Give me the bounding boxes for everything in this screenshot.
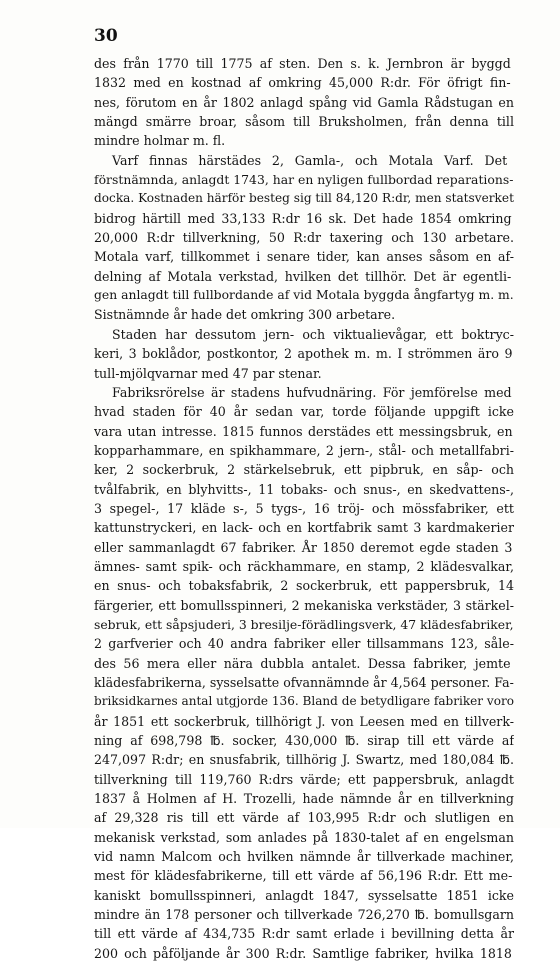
- text-line: Sistnämnde år hade det omkring 300 arbetare.: [94, 307, 396, 323]
- text-line: eller sammanlagdt 67 fabriker. År 1850 deremot egde staden 3: [94, 539, 513, 555]
- text-line: 200 och påföljande år 300 R:dr. Samtlige fabriker, hvilka 1818: [94, 945, 512, 961]
- text-line: en snus- och tobaksfabrik, 2 sockerbruk, ett pappersbruk, 14: [94, 578, 514, 594]
- text-line: vara utan intresse. 1815 funnos derstädes ett messingsbruk, en: [94, 423, 513, 439]
- text-line: Varf finnas härstädes 2, Gamla-, och Motala Varf. Det: [112, 152, 508, 168]
- text-line: delning af Motala verkstad, hvilken det tillhör. Det är egentli-: [94, 268, 512, 284]
- text-line: af 29,328 ris till ett värde af 103,995 R:dr och slutligen en: [94, 810, 514, 826]
- text-line: kaniskt bomullsspinneri, anlagdt 1847, sysselsatte 1851 icke: [94, 887, 514, 903]
- text-line: Fabriksrörelse är stadens hufvudnäring. För jemförelse med: [112, 384, 512, 400]
- text-line: bidrog härtill med 33,133 R:dr 16 sk. Det hade 1854 omkring: [94, 210, 512, 226]
- text-line: 1832 med en kostnad af omkring 45,000 R:dr. För öfrigt fin-: [94, 75, 511, 91]
- text-line: kopparhammare, en spikhammare, 2 jern-, stål- och metallfabri-: [94, 442, 514, 458]
- text-line: des 56 mera eller nära dubbla antalet. Dessa fabriker, jemte: [94, 655, 511, 671]
- text-line: 1837 å Holmen af H. Trozelli, hade nämnde år en tillverkning: [94, 791, 514, 807]
- text-line: 2 garfverier och 40 andra fabriker eller tillsammans 123, såle-: [94, 636, 514, 652]
- text-line: förstnämnda, anlagdt 1743, har en nyligen fullbordad reparations-: [94, 172, 514, 188]
- text-line: ker, 2 sockerbruk, 2 stärkelsebruk, ett pipbruk, en såp- och: [94, 462, 514, 478]
- text-line: mindre holmar m. fl.: [94, 133, 226, 149]
- text-line: mängd smärre broar, såsom till Bruksholmen, från denna till: [94, 114, 514, 130]
- text-line: vid namn Malcom och hvilken nämnde år tillverkade machiner,: [94, 849, 514, 865]
- text-line: tillverkning till 119,760 R:drs värde; ett pappersbruk, anlagdt: [94, 771, 514, 787]
- text-line: keri, 3 boklådor, postkontor, 2 apothek m. m. I strömmen äro 9: [94, 346, 513, 362]
- text-line: till ett värde af 434,735 R:dr samt erlade i bevillning detta år: [94, 926, 514, 942]
- page-number: 30: [94, 26, 118, 46]
- text-line: docka. Kostnaden härför besteg sig till 84,120 R:dr, men statsverket: [94, 191, 514, 206]
- text-line: 3 spegel-, 17 kläde s-, 5 tygs-, 16 tröj- och mössfabriker, ett: [94, 500, 514, 516]
- text-line: tull-mjölqvarnar med 47 par stenar.: [94, 365, 322, 381]
- text-line: gen anlagdt till fullbordande af vid Motala byggda ångfartyg m. m.: [94, 288, 514, 303]
- text-line: des från 1770 till 1775 af sten. Den s. k. Jernbron är byggd: [94, 56, 511, 71]
- text-line: briksidkarnes antal utgjorde 136. Bland de betydligare fabriker voro: [94, 694, 514, 709]
- text-line: nes, förutom en år 1802 anlagd spång vid Gamla Rådstugan en: [94, 94, 514, 110]
- text-line: mindre än 178 personer och tillverkade 726,270 ℔. bomullsgarn: [94, 907, 514, 923]
- text-line: ämnes- samt spik- och räckhammare, en stamp, 2 klädesvalkar,: [94, 558, 514, 574]
- text-line: kattunstryckeri, en lack- och en kortfabrik samt 3 kardmakerier: [94, 520, 514, 536]
- text-line: sebruk, ett såpsjuderi, 3 bresilje-förädlingsverk, 47 klädesfabriker,: [94, 616, 514, 632]
- text-line: Motala varf, tillkommet i senare tider, kan anses såsom en af-: [94, 249, 514, 265]
- text-line: mekanisk verkstad, som anlades på 1830-talet af en engelsman: [94, 829, 514, 845]
- text-line: 20,000 R:dr tillverkning, 50 R:dr taxering och 130 arbetare.: [94, 230, 514, 246]
- text-line: färgerier, ett bomullsspinneri, 2 mekaniska verkstäder, 3 stärkel-: [94, 597, 514, 613]
- text-line: Staden har dessutom jern- och viktualievågar, ett boktryc-: [112, 326, 514, 342]
- text-line: klädesfabrikerna, sysselsatte ofvannämnde år 4,564 personer. Fa-: [94, 675, 514, 690]
- text-line: mest för klädesfabrikerne, till ett värde af 56,196 R:dr. Ett me-: [94, 868, 513, 884]
- body-text: [94, 54, 514, 963]
- text-line: tvålfabrik, en blyhvitts-, 11 tobaks- och snus-, en skedvattens-,: [94, 481, 514, 497]
- text-line: 247,097 R:dr; en snusfabrik, tillhörig J. Swartz, med 180,084 ℔.: [94, 752, 514, 768]
- text-line: ning af 698,798 ℔. socker, 430,000 ℔. sirap till ett värde af: [94, 733, 514, 749]
- text-line: hvad staden för 40 år sedan var, torde följande uppgift icke: [94, 404, 514, 420]
- text-line: år 1851 ett sockerbruk, tillhörigt J. von Leesen med en tillverk-: [94, 713, 514, 729]
